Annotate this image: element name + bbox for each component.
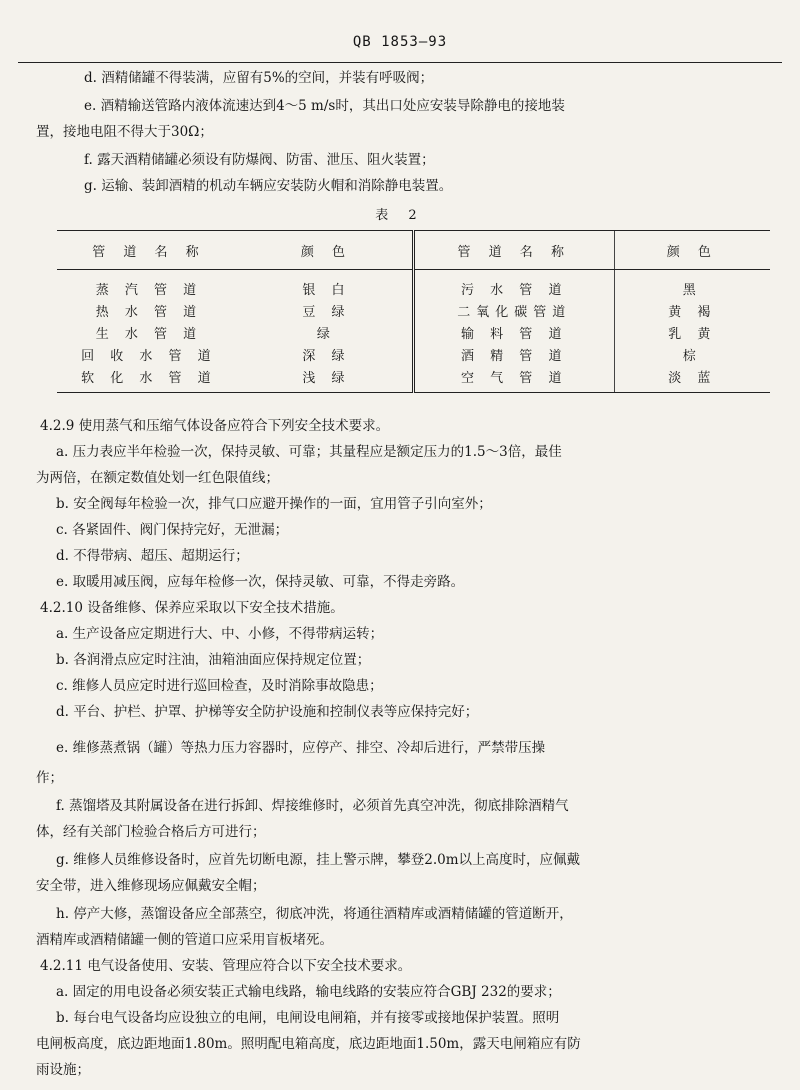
header-rule: [18, 62, 782, 63]
section-line: c. 维修人员应定时进行巡回检查，及时消除事故隐患；: [56, 678, 383, 694]
table-cell: 豆 绿: [302, 304, 351, 320]
table-cell: 回 收 水 管 道: [81, 348, 217, 364]
section-line: 作；: [36, 770, 63, 786]
col-header-color-1: 颜 色: [241, 231, 414, 270]
section-line: b. 安全阀每年检验一次，排气口应避开操作的一面，宜用管子引向室外；: [56, 496, 492, 512]
table-row: [57, 321, 770, 343]
table-cell: 绿: [316, 326, 336, 342]
table-row: [57, 299, 770, 321]
section-line: b. 每台电气设备均应设独立的电闸，电闸设电闸箱，并有接零或接地保护装置。照明: [56, 1010, 560, 1026]
section-line: d. 不得带病、超压、超期运行；: [56, 548, 249, 564]
table-cell: 生 水 管 道: [95, 326, 203, 342]
table-cell: 银 白: [302, 282, 351, 298]
pipe-color-table: [57, 230, 770, 393]
table-row: [57, 365, 770, 393]
section-line: a. 生产设备应定期进行大、中、小修，不得带病运转；: [56, 626, 384, 642]
section-4-2-11-heading: 4.2.11 电气设备使用、安装、管理应符合以下安全技术要求。: [40, 958, 412, 974]
table-cell: 软 化 水 管 道: [57, 365, 241, 393]
section-line: 体，经有关部门检验合格后方可进行；: [36, 824, 266, 840]
section-line: c. 各紧固件、阀门保持完好，无泄漏；: [56, 522, 289, 538]
item-d-line: d. 酒精储罐不得装满，应留有5%的空间，并装有呼吸阀；: [84, 70, 434, 86]
table-cell: 蒸 汽 管 道: [95, 282, 203, 298]
section-line: e. 维修蒸煮锅（罐）等热力压力容器时，应停产、排空、冷却后进行，严禁带压操: [56, 740, 546, 756]
section-line: a. 压力表应半年检验一次，保持灵敏、可靠；其量程应是额定压力的1.5～3倍，最佳: [56, 444, 562, 460]
section-line: g. 维修人员维修设备时，应首先切断电源，挂上警示牌，攀登2.0m以上高度时，应佩戴: [56, 852, 580, 868]
section-4-2-9-heading: 4.2.9 使用蒸气和压缩气体设备应符合下列安全技术要求。: [40, 418, 390, 434]
section-line: 安全带，进入维修现场应佩戴安全帽；: [36, 878, 266, 894]
section-4-2-10-heading: 4.2.10 设备维修、保养应采取以下安全技术措施。: [40, 600, 344, 616]
table-row: [57, 270, 770, 300]
table-cell: 黑: [614, 270, 770, 300]
section-line: a. 固定的用电设备必须安装正式输电线路，输电线路的安装应符合GBJ 232的要求；: [56, 984, 561, 1000]
table-cell: 输 料 管 道: [413, 321, 614, 343]
table-title: 表 2: [375, 208, 425, 223]
section-line: 为两倍，在额定数值处划一红色限值线；: [36, 470, 279, 486]
table-cell: 棕: [614, 343, 770, 365]
table-cell: 空 气 管 道: [413, 365, 614, 393]
section-line: f. 蒸馏塔及其附属设备在进行拆卸、焊接维修时，必须首先真空冲洗，彻底排除酒精气: [56, 798, 569, 814]
table-cell: 淡 蓝: [614, 365, 770, 393]
section-line: e. 取暖用减压阀，应每年检修一次，保持灵敏、可靠，不得走旁路。: [56, 574, 465, 590]
table-cell: 深 绿: [302, 348, 351, 364]
table-cell: 污 水 管 道: [413, 270, 614, 300]
item-e-line-cont: 置，接地电阻不得大于30Ω；: [36, 124, 213, 140]
section-line: d. 平台、护栏、护罩、护梯等安全防护设施和控制仪表等应保持完好；: [56, 704, 479, 720]
col-header-pipe-name-1: 管 道 名 称: [57, 231, 241, 270]
section-line: h. 停产大修，蒸馏设备应全部蒸空，彻底冲洗，将通往酒精库或酒精储罐的管道断开，: [56, 906, 573, 922]
table-cell: 二氧化碳管道: [413, 299, 614, 321]
section-line: 电闸板高度，底边距地面1.80m。照明配电箱高度，底边距地面1.50m，露天电闸箱应有防: [36, 1036, 581, 1052]
table-cell: 乳 黄: [614, 321, 770, 343]
section-line: b. 各润滑点应定时注油，油箱油面应保持规定位置；: [56, 652, 371, 668]
table-cell: 黄 褐: [614, 299, 770, 321]
table-row: [57, 343, 770, 365]
table-cell: 酒 精 管 道: [413, 343, 614, 365]
section-line: 雨设施；: [36, 1062, 90, 1078]
col-header-color-2: 颜 色: [614, 231, 770, 270]
section-line: 酒精库或酒精储罐一侧的管道口应采用盲板堵死。: [36, 932, 333, 948]
item-g-line: g. 运输、装卸酒精的机动车辆应安装防火帽和消除静电装置。: [84, 178, 453, 194]
item-f-line: f. 露天酒精储罐必须设有防爆阀、防雷、泄压、阻火装置；: [84, 152, 435, 168]
page-header-code: QB 1853—93: [352, 34, 448, 50]
table-header-row: [57, 231, 770, 270]
col-header-pipe-name-2: 管 道 名 称: [413, 231, 614, 270]
table-cell: 浅 绿: [241, 365, 414, 393]
item-e-line: e. 酒精输送管路内液体流速达到4～5 m/s时，其出口处应安装导除静电的接地装: [84, 98, 565, 114]
table-cell: 热 水 管 道: [95, 304, 203, 320]
